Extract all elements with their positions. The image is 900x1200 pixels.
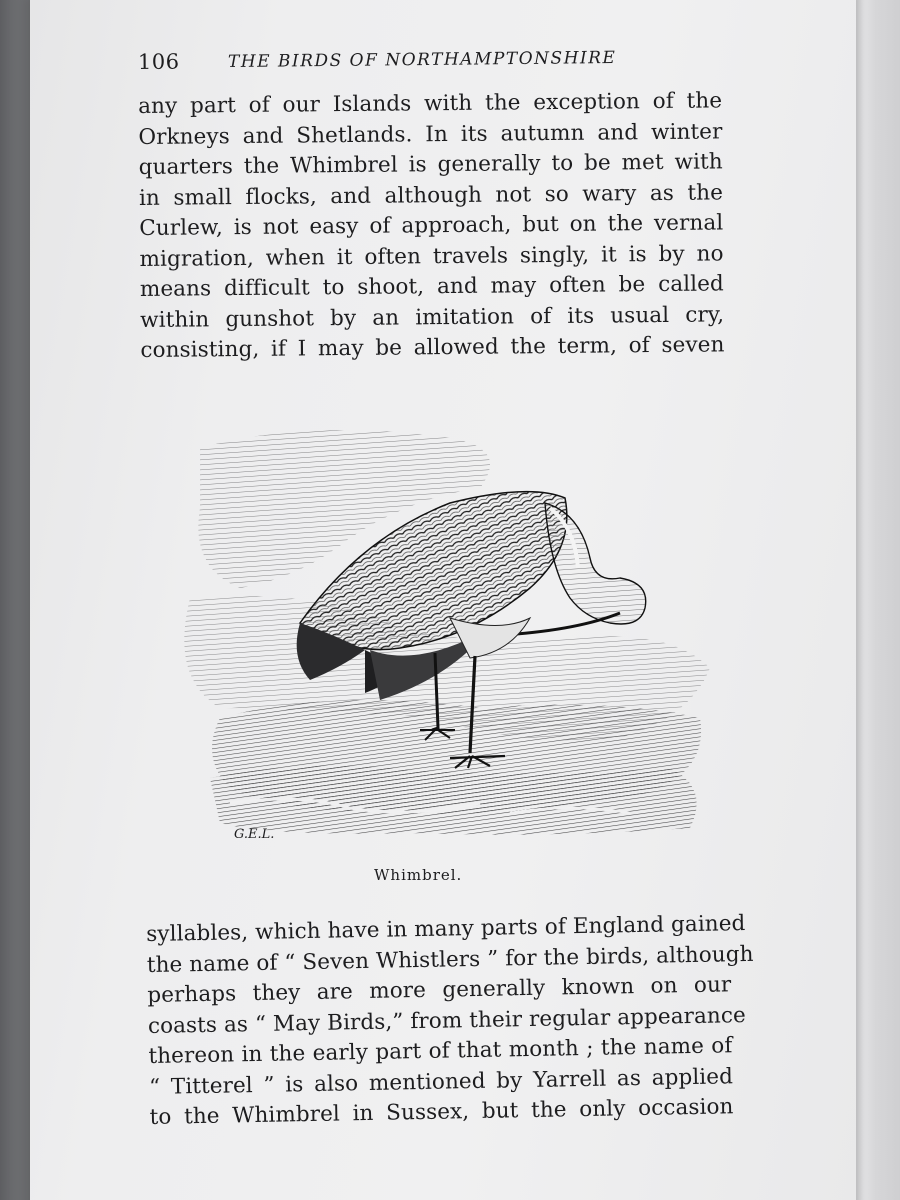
text-line: thereon in the early part of that month ; the name of bbox=[148, 1033, 733, 1069]
text-line: the name of “ Seven Whistlers ” for the birds, although bbox=[146, 941, 754, 978]
text-line: coasts as “ May Birds,” from their regular appearance bbox=[147, 1002, 747, 1039]
text-line: migration, when it often travels singly, it is by no bbox=[139, 240, 724, 272]
page-content bbox=[30, 0, 856, 1200]
paragraph-top bbox=[138, 86, 725, 366]
figure-caption: Whimbrel. bbox=[374, 866, 463, 884]
book-page bbox=[30, 0, 856, 1200]
text-line: Curlew, is not easy of approach, but on the vernal bbox=[139, 210, 724, 241]
text-line: “ Titterel ” is also mentioned by Yarrell as applied bbox=[148, 1063, 734, 1100]
text-line: consisting, if I may be allowed the term, of seven bbox=[140, 332, 725, 363]
whimbrel-engraving bbox=[150, 418, 720, 858]
paragraph-bottom bbox=[146, 909, 754, 1133]
running-head bbox=[138, 44, 698, 80]
text-line: means difficult to shoot, and may often be called bbox=[139, 271, 724, 302]
artist-signature: G.E.L. bbox=[234, 827, 275, 842]
page-number: 106 bbox=[137, 49, 180, 74]
text-line: Orkneys and Shetlands. In its autumn and winter bbox=[138, 118, 723, 150]
text-line: within gunshot by an imitation of its usual cry, bbox=[140, 301, 725, 333]
text-line: to the Whimbrel in Sussex, but the only occasion bbox=[149, 1094, 734, 1130]
text-line: quarters the Whimbrel is generally to be met with bbox=[138, 149, 723, 180]
text-line: syllables, which have in many parts of England gained bbox=[146, 911, 746, 947]
text-line: perhaps they are more generally known on our bbox=[147, 972, 732, 1008]
whimbrel-illustration bbox=[150, 418, 720, 858]
text-line: in small flocks, and although not so wary as the bbox=[138, 179, 724, 211]
running-title: THE BIRDS OF NORTHAMPTONSHIRE bbox=[227, 47, 617, 73]
text-line: any part of our Islands with the exception of the bbox=[138, 88, 723, 119]
